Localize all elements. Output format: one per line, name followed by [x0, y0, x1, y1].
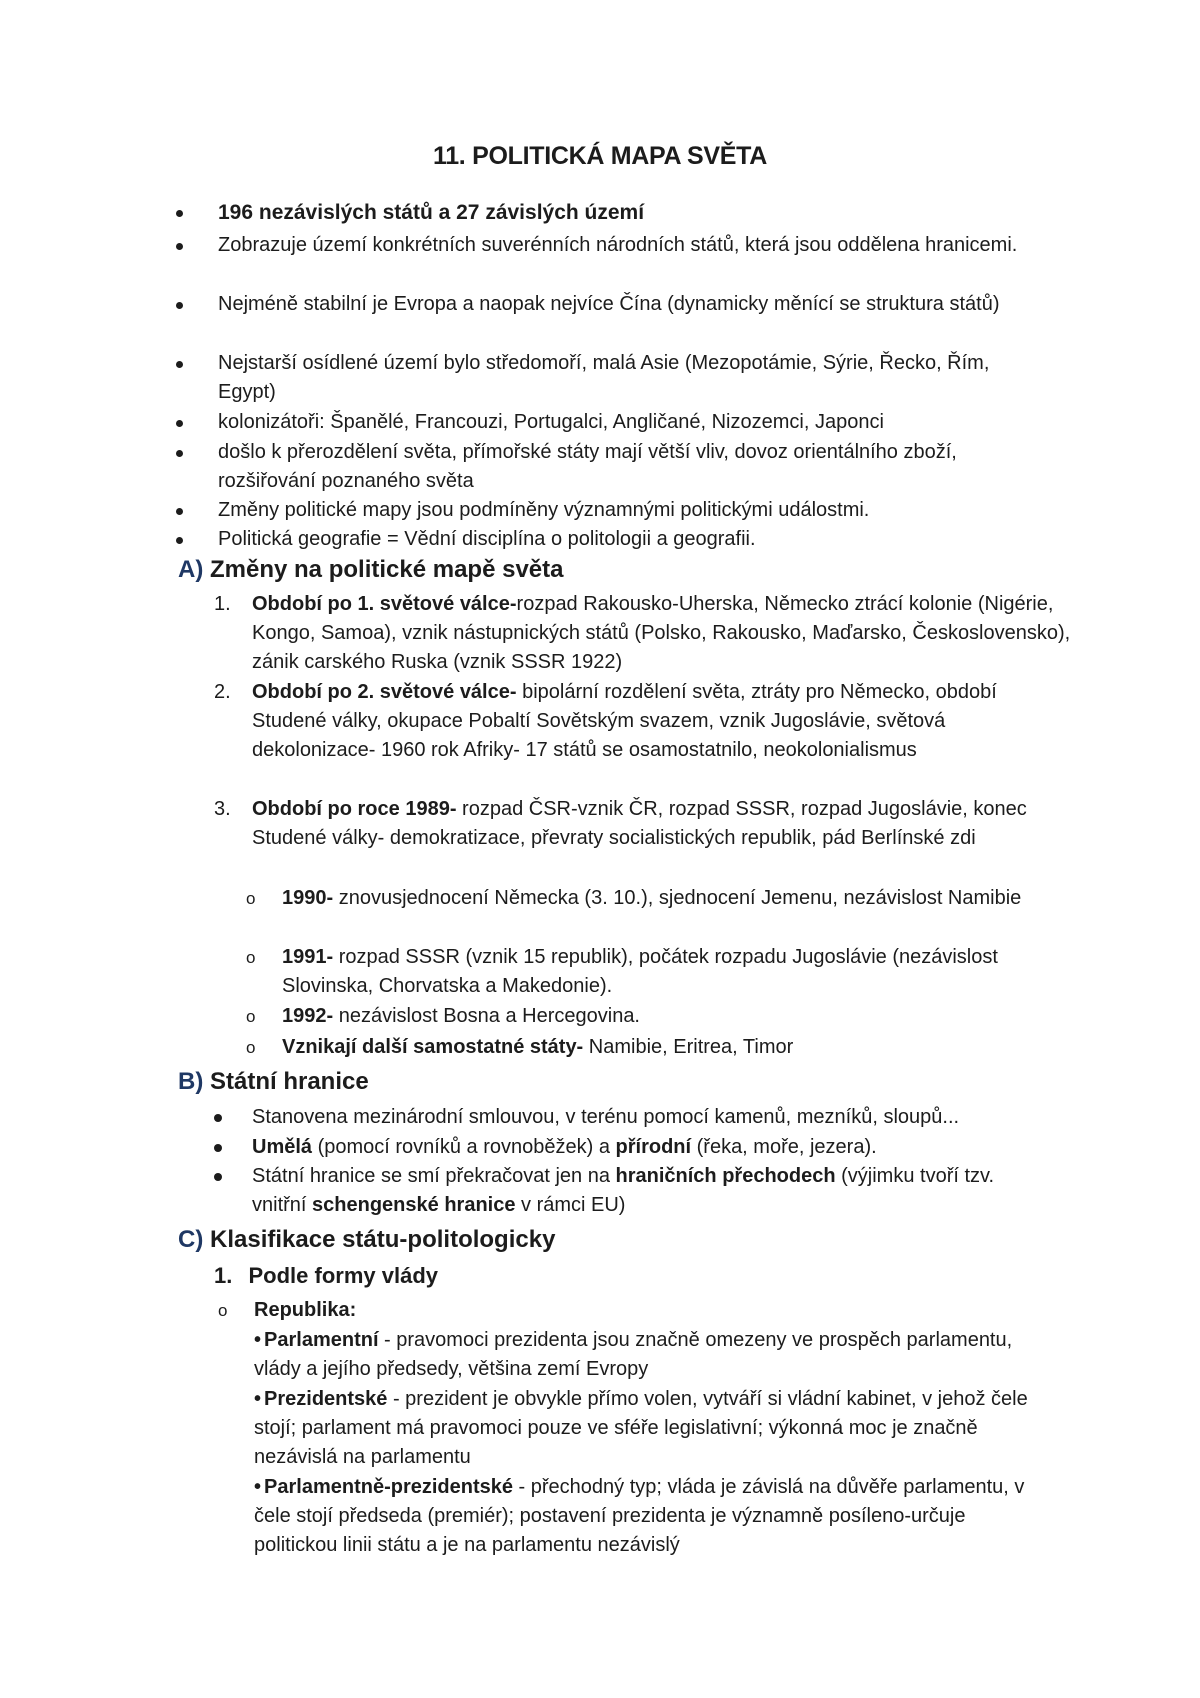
item-text: - pravomoci prezidenta jsou značně omezeny ve prospěch parlamentu, vlády a jejího předsedy, většina zemí Evropy: [254, 1329, 1013, 1380]
item-bold-text: Parlamentně-prezidentské: [264, 1476, 513, 1498]
item-text: - prezident je obvykle přímo volen, vytváří si vládní kabinet, v jehož čele stojí; parlament má pravomoci pouze ve sféře legislativní; výkonná moc je značně nezávislá na parlamentu: [254, 1388, 1028, 1468]
list-item-text: [252, 1103, 1072, 1132]
list-item-text: [282, 1033, 1042, 1062]
list-number: 2.: [214, 681, 231, 703]
list-item-text: [252, 1162, 1042, 1220]
list-item-text: došlo k přerozdělení světa, přímořské státy mají větší vliv, dovoz orientálního zboží, rozšiřování poznaného světa: [218, 441, 957, 492]
item-text: Státní hranice se smí překračovat jen na: [252, 1165, 616, 1187]
circle-bullet-icon: o: [246, 1038, 256, 1057]
bullet-icon: [214, 1114, 222, 1122]
list-number: 1.: [214, 1263, 233, 1288]
list-number: 1.: [214, 593, 231, 615]
bullet-icon: [176, 450, 183, 457]
item-bold-text: Umělá: [252, 1136, 313, 1158]
item-text: v rámci EU): [515, 1194, 626, 1216]
list-item-text: Zobrazuje území konkrétních suverénních národních států, která jsou oddělena hranicemi.: [218, 234, 1018, 256]
item-text: Namibie, Eritrea, Timor: [583, 1036, 794, 1058]
list-item-text: [252, 1133, 1072, 1162]
section-a-heading: [178, 556, 563, 584]
item-text: rozpad SSSR (vznik 15 republik), počátek rozpadu Jugoslávie (nezávislost Slovinska, Chorvatska a Makedonie).: [282, 946, 998, 997]
government-type: [254, 1326, 1054, 1384]
section-title: Změny na politické mapě světa: [210, 556, 564, 583]
list-item-text: Nejstarší osídlené území bylo středomoří, malá Asie (Mezopotámie, Sýrie, Řecko, Řím, Egypt): [218, 352, 990, 403]
item-text: znovusjednocení Německa (3. 10.), sjednocení Jemenu, nezávislost Namibie: [333, 887, 1022, 909]
list-number: 3.: [214, 798, 231, 820]
list-item-text: [252, 795, 1072, 853]
page-title: 11. POLITICKÁ MAPA SVĚTA: [432, 142, 768, 170]
circle-bullet-icon: o: [246, 889, 256, 908]
list-item-text: [282, 1002, 1042, 1031]
section-b-heading: [178, 1068, 369, 1096]
item-text: (řeka, moře, jezera).: [691, 1136, 877, 1158]
item-bold-text: schengenské hranice: [312, 1194, 516, 1216]
item-bold-text: hraničních přechodech: [615, 1165, 836, 1187]
government-type: [254, 1385, 1054, 1472]
bullet-icon: •: [254, 1476, 262, 1498]
bullet-icon: [176, 361, 183, 368]
item-text: bipolární rozdělení světa, ztráty pro Německo, období Studené války, okupace Pobaltí Sovětským svazem, vznik Jugoslávie, světová dekolonizace- 1960 rok Afriky- 17 států se osamostatnilo, neokolonialismus: [252, 681, 997, 761]
bullet-icon: [214, 1144, 222, 1152]
bullet-icon: [176, 420, 183, 427]
section-title: Státní hranice: [210, 1068, 369, 1095]
subsection-heading: [214, 1263, 438, 1289]
list-item-text: [282, 943, 1002, 1001]
item-text: rozpad ČSR-vznik ČR, rozpad SSSR, rozpad Jugoslávie, konec Studené války- demokratizace, převraty socialistických republik, pád Berlínské zdi: [252, 798, 1027, 849]
bullet-icon: [176, 537, 183, 544]
bullet-icon: [176, 302, 183, 309]
item-text: nezávislost Bosna a Hercegovina.: [333, 1005, 640, 1027]
item-bold-text: 1990-: [282, 887, 334, 909]
item-text: (výjimku tvoří tzv. vnitřní: [252, 1165, 995, 1216]
list-item-text: [282, 884, 1042, 913]
section-c-heading: [178, 1226, 555, 1254]
item-bold-text: 1991-: [282, 946, 334, 968]
item-text: rozpad Rakousko-Uherska, Německo ztrácí kolonie (Nigérie, Kongo, Samoa), vznik nástupnických států (Polsko, Rakousko, Maďarsko, Československo), zánik carského Ruska (vznik SSSR 1922): [252, 593, 1071, 673]
circle-bullet-icon: o: [246, 948, 256, 967]
section-letter: C): [178, 1226, 204, 1253]
item-bold-text: Období po roce 1989-: [252, 798, 457, 820]
list-item-text: [252, 590, 1072, 677]
item-text: Stanovena mezinárodní smlouvou, v terénu pomocí kamenů, mezníků, sloupů...: [252, 1106, 960, 1128]
bullet-icon: •: [254, 1329, 262, 1351]
item-bold-text: Období po 1. světové válce-: [252, 593, 517, 615]
government-type: [254, 1473, 1054, 1560]
bullet-icon: [176, 243, 183, 250]
list-item-text: [252, 678, 1072, 765]
item-bold-text: přírodní: [615, 1136, 692, 1158]
republika-label: Republika:: [254, 1299, 357, 1321]
list-item-text: 196 nezávislých států a 27 závislých území: [218, 201, 645, 224]
section-title: Klasifikace státu-politologicky: [210, 1226, 556, 1253]
subsection-title: Podle formy vlády: [248, 1263, 438, 1288]
list-item-text: Změny politické mapy jsou podmíněny významnými politickými událostmi.: [218, 499, 870, 521]
list-item-text: Nejméně stabilní je Evropa a naopak nejvíce Čína (dynamicky měnící se struktura států): [218, 293, 1000, 315]
item-bold-text: Vznikají další samostatné státy-: [282, 1036, 584, 1058]
list-item-text: kolonizátoři: Španělé, Francouzi, Portugalci, Angličané, Nizozemci, Japonci: [218, 411, 884, 433]
section-letter: A): [178, 556, 204, 583]
bullet-icon: •: [254, 1388, 262, 1410]
list-item-text: [254, 1326, 1044, 1384]
item-bold-text: 1992-: [282, 1005, 334, 1027]
bullet-icon: [214, 1173, 222, 1181]
list-item-text: [254, 1385, 1034, 1472]
item-bold-text: Období po 2. světové válce-: [252, 681, 517, 703]
list-item-text: [254, 1473, 1044, 1560]
item-text: - přechodný typ; vláda je závislá na důvěře parlamentu, v čele stojí předseda (premiér); postavení prezidenta je významně posíleno-určuje politickou linii státu a je na parlamentu nezávislý: [254, 1476, 1025, 1556]
bullet-icon: [176, 508, 183, 515]
circle-bullet-icon: o: [246, 1007, 256, 1026]
section-letter: B): [178, 1068, 204, 1095]
item-bold-text: Parlamentní: [264, 1329, 379, 1351]
circle-bullet-icon: o: [218, 1301, 228, 1320]
bullet-icon: [176, 210, 183, 217]
item-bold-text: Prezidentské: [264, 1388, 388, 1410]
item-text: (pomocí rovníků a rovnoběžek) a: [312, 1136, 616, 1158]
list-item-text: Politická geografie = Vědní disciplína o politologii a geografii.: [218, 528, 756, 550]
